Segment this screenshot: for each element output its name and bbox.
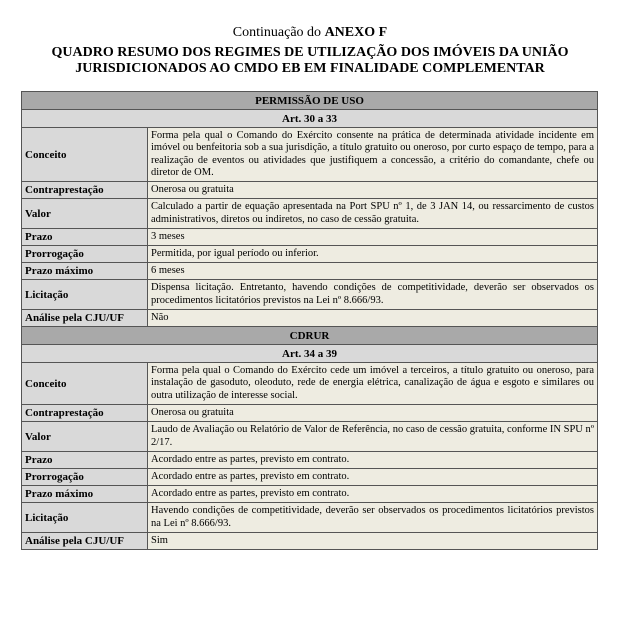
row-value: Laudo de Avaliação ou Relatório de Valor de Referência, no caso de cessão gratuita, conforme IN SPU nº 2/17. [148, 422, 598, 452]
table-row [22, 310, 598, 327]
row-value: Não [148, 310, 598, 327]
table-row [22, 246, 598, 263]
title-line-2: JURISDICIONADOS AO CMDO EB EM FINALIDADE COMPLEMENTAR [75, 61, 545, 76]
summary-table [21, 91, 598, 550]
row-value: Acordado entre as partes, previsto em contrato. [148, 452, 598, 469]
row-label: Prazo [22, 229, 148, 246]
row-label: Licitação [22, 503, 148, 533]
row-value: 6 meses [148, 263, 598, 280]
row-label: Licitação [22, 280, 148, 310]
row-label: Prazo [22, 452, 148, 469]
row-value: Forma pela qual o Comando do Exército cede um imóvel a terceiros, a título gratuito ou oneroso, para instalação de gasoduto, oleoduto, rede de energia elétrica, canalização de água e esgoto e similares ou outra utilização de interesse social. [148, 363, 598, 405]
row-value: Acordado entre as partes, previsto em contrato. [148, 486, 598, 503]
row-value: Dispensa licitação. Entretanto, havendo condições de competitividade, deverão ser observados os procedimentos licitatórios previstos na Lei nº 8.666/93. [148, 280, 598, 310]
articles-row [22, 110, 598, 128]
row-label: Análise pela CJU/UF [22, 533, 148, 550]
row-label: Prorrogação [22, 246, 148, 263]
row-label: Contraprestação [22, 405, 148, 422]
row-value: Sim [148, 533, 598, 550]
table-row [22, 469, 598, 486]
row-label: Conceito [22, 128, 148, 182]
row-label: Valor [22, 199, 148, 229]
table-row [22, 503, 598, 533]
row-label: Contraprestação [22, 182, 148, 199]
table-row [22, 229, 598, 246]
row-label: Prorrogação [22, 469, 148, 486]
table-row [22, 199, 598, 229]
row-value: Havendo condições de competitividade, deverão ser observados os procedimentos licitatórios previstos na Lei nº 8.666/93. [148, 503, 598, 533]
continuation-prefix: Continuação do [232, 25, 325, 40]
section-title: PERMISSÃO DE USO [22, 92, 598, 110]
row-label: Conceito [22, 363, 148, 405]
section-header-row [22, 327, 598, 345]
document-title [20, 45, 600, 77]
table-row [22, 280, 598, 310]
table-row [22, 363, 598, 405]
table-row [22, 182, 598, 199]
annex-label: ANEXO F [324, 25, 388, 40]
row-label: Análise pela CJU/UF [22, 310, 148, 327]
articles-label: Art. 30 a 33 [22, 110, 598, 128]
table-row [22, 452, 598, 469]
table-row [22, 486, 598, 503]
section-title: CDRUR [22, 327, 598, 345]
row-label: Valor [22, 422, 148, 452]
row-value: Forma pela qual o Comando do Exército consente na prática de determinada atividade incidente em imóvel ou benfeitoria sob a sua jurisdição, a título gratuito ou oneroso, por curto espaço de tempo, para a realização de eventos ou atividades que justifiquem a concessão, a critério do comandante, chefe ou diretor de OM. [148, 128, 598, 182]
articles-row [22, 345, 598, 363]
table-row [22, 533, 598, 550]
table-row [22, 405, 598, 422]
row-value: Onerosa ou gratuita [148, 182, 598, 199]
title-line-1: QUADRO RESUMO DOS REGIMES DE UTILIZAÇÃO DOS IMÓVEIS DA UNIÃO [51, 45, 569, 60]
row-value: Calculado a partir de equação apresentada na Port SPU nº 1, de 3 JAN 14, ou ressarcimento de custos administrativos, diretos ou indiretos, no caso de cessão gratuita. [148, 199, 598, 229]
row-value: Onerosa ou gratuita [148, 405, 598, 422]
row-value: Acordado entre as partes, previsto em contrato. [148, 469, 598, 486]
continuation-heading [0, 25, 620, 41]
articles-label: Art. 34 a 39 [22, 345, 598, 363]
table-row [22, 422, 598, 452]
row-label: Prazo máximo [22, 263, 148, 280]
table-row [22, 128, 598, 182]
row-label: Prazo máximo [22, 486, 148, 503]
table-row [22, 263, 598, 280]
section-header-row [22, 92, 598, 110]
row-value: Permitida, por igual período ou inferior. [148, 246, 598, 263]
row-value: 3 meses [148, 229, 598, 246]
